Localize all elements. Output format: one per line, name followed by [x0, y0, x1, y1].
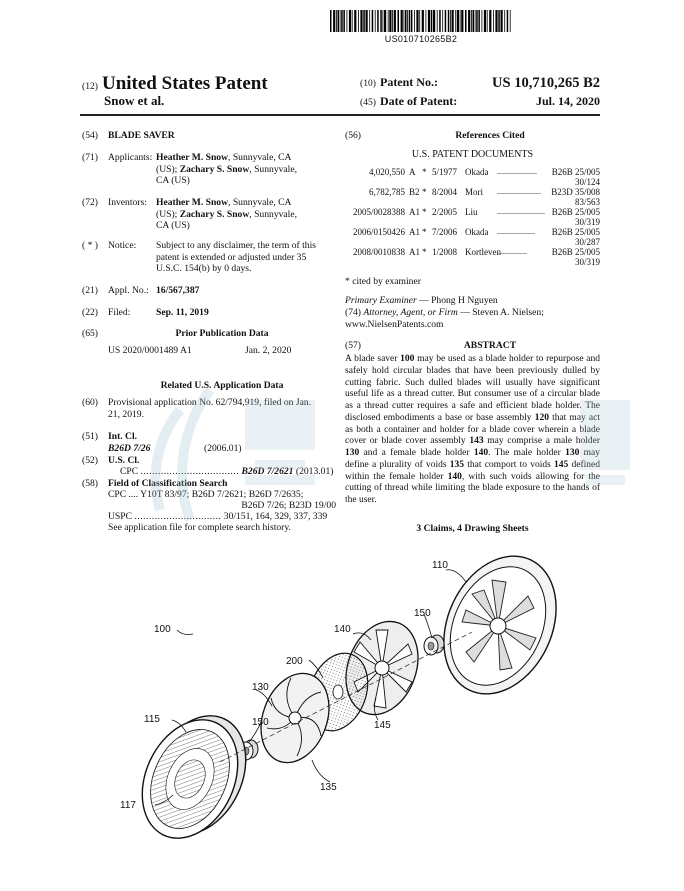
field-58-code: (58) — [82, 478, 98, 489]
barcode-bar — [437, 10, 438, 32]
appl-no-value: 16/567,387 — [156, 285, 200, 296]
barcode-bar — [495, 10, 497, 32]
reference-label-115: 115 — [144, 714, 160, 725]
barcode-bar — [504, 10, 505, 32]
reference-star: * — [422, 247, 427, 257]
applicants-value: Heather M. Snow, Sunnyvale, CA (US); Zachary S. Snow, Sunnyvale, CA (US) — [156, 152, 297, 187]
reference-name: Mori — [465, 187, 483, 197]
barcode-bar — [439, 10, 441, 32]
reference-star: * — [422, 207, 427, 217]
reference-label-140: 140 — [334, 624, 351, 635]
barcode-bar — [452, 10, 454, 32]
barcode-bar — [407, 10, 408, 32]
barcode-bar — [409, 10, 411, 32]
abstract-reference-numeral: 140 — [473, 448, 489, 459]
references-heading: References Cited — [455, 130, 525, 141]
barcode-bar — [433, 10, 435, 32]
reference-label-150: 150 — [252, 717, 269, 728]
barcode-bar — [392, 10, 393, 32]
search-history-note: See application file for complete search history. — [108, 522, 291, 533]
barcode-bar — [468, 10, 470, 32]
barcode-bar — [487, 10, 488, 32]
reference-cls2: 30/124 — [574, 177, 600, 187]
patent-drawing — [80, 540, 600, 885]
reference-dots: ............... — [497, 247, 527, 256]
barcode-bar — [473, 10, 475, 32]
barcode-bar — [369, 10, 370, 32]
barcode-bar — [377, 10, 379, 32]
filed-label: Filed: — [108, 307, 131, 318]
barcode-bar — [457, 10, 459, 32]
barcode-bar — [405, 10, 407, 32]
attorney: (74) Attorney, Agent, or Firm — Steven A. Nielsen; — [345, 307, 544, 318]
abstract-reference-numeral: 145 — [554, 459, 569, 470]
barcode-bar — [510, 10, 511, 32]
reference-cls1: B26B 25/005 — [551, 207, 600, 217]
barcode-bar — [389, 10, 391, 32]
barcode-bar — [333, 10, 335, 32]
barcode-bar — [414, 10, 415, 32]
reference-label-135: 135 — [320, 782, 337, 793]
reference-cls1: B23D 35/008 — [551, 187, 600, 197]
barcode-bar — [352, 10, 353, 32]
barcode-bar — [501, 10, 503, 32]
int-cl-class: B26D 7/26 — [108, 443, 151, 454]
reference-number: 6,782,785 — [369, 187, 405, 197]
patent-number: US 10,710,265 B2 — [492, 75, 600, 91]
barcode-bar — [383, 10, 384, 32]
abstract-reference-numeral: 135 — [449, 459, 465, 470]
reference-date: 1/2008 — [432, 247, 458, 257]
reference-star: * — [422, 227, 427, 237]
filed-value: Sep. 11, 2019 — [156, 307, 209, 318]
barcode-bar — [338, 10, 340, 32]
prior-publication-heading: Prior Publication Data — [175, 328, 269, 339]
barcode-bar — [358, 10, 359, 32]
reference-cls2: 30/287 — [574, 237, 600, 247]
reference-number: 2008/0010838 — [352, 247, 405, 257]
reference-label-100: 100 — [154, 624, 171, 635]
int-cl-year: (2006.01) — [204, 443, 242, 454]
barcode-bar — [388, 10, 389, 32]
abstract-reference-numeral: 140 — [447, 471, 462, 482]
barcode-bar — [363, 10, 365, 32]
attorney-website: www.NielsenPatents.com — [345, 319, 444, 330]
barcode-bar — [442, 10, 443, 32]
related-data-heading: Related U.S. Application Data — [160, 380, 284, 391]
field-54-code: (54) — [82, 130, 98, 141]
barcode-bar — [330, 10, 332, 32]
barcode-bar — [445, 10, 447, 32]
barcode-bar — [411, 10, 413, 32]
reference-label-110: 110 — [432, 560, 448, 571]
reference-date: 7/2006 — [432, 227, 458, 237]
appl-no-label: Appl. No.: — [108, 285, 149, 296]
field-51-code: (51) — [82, 431, 98, 442]
classification-uspc: USPC .............................. 30/151, 164, 329, 337, 339 — [108, 511, 328, 522]
classification-cpc-1: CPC .... Y10T 83/97; B26D 7/2621; B26D 7/2635; — [108, 489, 304, 500]
date-of-patent-line: (45) Date of Patent: Jul. 14, 2020 — [360, 94, 600, 108]
reference-cls1: B26B 25/005 — [551, 227, 600, 237]
notice-code: ( * ) — [82, 240, 98, 251]
reference-number: 2005/0028388 — [352, 207, 405, 217]
reference-date: 5/1977 — [432, 167, 458, 177]
reference-kind: A1 — [409, 247, 420, 257]
reference-label-150: 150 — [414, 608, 431, 619]
barcode-bar — [448, 10, 450, 32]
reference-star: * — [422, 167, 427, 177]
invention-title: BLADE SAVER — [108, 130, 175, 141]
barcode-bar — [482, 10, 483, 32]
barcode-bar — [422, 10, 424, 32]
barcode-bar — [471, 10, 472, 32]
barcode-bar — [416, 10, 418, 32]
barcode-number: US010710265B2 — [384, 34, 458, 44]
field-57-code: (57) — [345, 340, 361, 351]
notice-label: Notice: — [108, 240, 137, 251]
reference-dots: ................... — [497, 227, 535, 236]
us-cl-label: U.S. Cl. — [108, 455, 140, 466]
reference-dots: ...................... — [497, 187, 541, 196]
barcode-bar — [372, 10, 374, 32]
barcode-bar — [340, 10, 341, 32]
reference-kind: A — [409, 167, 416, 177]
barcode-bar — [461, 10, 463, 32]
abstract-reference-numeral: 100 — [400, 354, 415, 364]
reference-kind: B2 — [409, 187, 420, 197]
barcode-bar — [341, 10, 343, 32]
reference-label-200: 200 — [286, 656, 303, 667]
cited-by-examiner: * cited by examiner — [345, 276, 421, 287]
abstract-text: A blade saver 100 may be used as a blade holder to repurpose and safely hold circular blades that have been previously dulled by cutting fabric. Such dulled blades will usually have significant useful life as a thread cutter. But consumer use of a circular blade as a thread cutter requires a safe and efficient blade holder. The disclosed embodiments a base or base assembly 120 that may act as both a container and holder for a blade cover wherein a blade cover or blade cover assembly 143 may comprise a male holder 130 and a female blade holder 140. The male holder 130 may define a plurality of voids 135 that comport to voids 145 defined within the female holder 140, with such voids allowing for the cutting of thread while limiting the blade exposure to the hands of the user. — [345, 354, 600, 506]
field-56-code: (56) — [345, 130, 361, 141]
reference-date: 8/2004 — [432, 187, 458, 197]
field-71-code: (71) — [82, 152, 98, 163]
reference-cls1: B26B 25/005 — [551, 247, 600, 257]
reference-name: Liu — [465, 207, 478, 217]
barcode-bar — [460, 10, 461, 32]
reference-name: Okada — [465, 167, 489, 177]
reference-kind: A1 — [409, 207, 420, 217]
field-65-code: (65) — [82, 328, 98, 339]
reference-cls2: 30/319 — [574, 217, 600, 227]
provisional-application: Provisional application No. 62/794,919, filed on Jan. 21, 2019. — [108, 397, 312, 420]
reference-label-130: 130 — [252, 682, 269, 693]
barcode-bar — [384, 10, 386, 32]
us-patent-documents-heading: U.S. PATENT DOCUMENTS — [411, 149, 534, 160]
reference-cls2: 83/563 — [574, 197, 600, 207]
patent-title: (12) United States Patent — [82, 73, 268, 94]
prior-publication-date: Jan. 2, 2020 — [245, 345, 292, 356]
reference-name: Kortleven — [465, 247, 501, 257]
classification-cpc-2: B26D 7/26; B23D 19/00 — [241, 500, 336, 511]
inventors-label: Inventors: — [108, 197, 147, 208]
barcode-bar — [366, 10, 368, 32]
reference-label-117: 117 — [120, 800, 136, 811]
barcode-bar — [475, 10, 476, 32]
reference-date: 2/2005 — [432, 207, 458, 217]
reference-number: 2006/0150426 — [352, 227, 405, 237]
barcode-bar — [360, 10, 362, 32]
patent-number-line: (10) Patent No.: US 10,710,265 B2 — [360, 75, 600, 91]
classification-search-label: Field of Classification Search — [108, 478, 228, 489]
inventors-short: Snow et al. — [104, 93, 165, 108]
barcode-bar — [347, 10, 348, 32]
barcode-bar — [336, 10, 337, 32]
prior-publication-number: US 2020/0001489 A1 — [108, 345, 192, 356]
abstract-reference-numeral: 130 — [565, 448, 580, 459]
barcode-bar — [450, 10, 451, 32]
reference-dots: .................... — [497, 167, 537, 176]
reference-name: Okada — [465, 227, 489, 237]
barcode-bar — [354, 10, 356, 32]
date-of-patent: Jul. 14, 2020 — [535, 94, 600, 108]
barcode-bar — [428, 10, 430, 32]
primary-examiner: Primary Examiner — Phong H Nguyen — [345, 295, 498, 306]
barcode-bar — [498, 10, 500, 32]
reference-number: 4,020,550 — [369, 167, 405, 177]
field-72-code: (72) — [82, 197, 98, 208]
spacer-150-top — [424, 635, 444, 655]
barcode-bar — [404, 10, 405, 32]
int-cl-label: Int. Cl. — [108, 431, 138, 442]
barcode-bar — [394, 10, 396, 32]
barcode-bar — [455, 10, 456, 32]
inventors-value: Heather M. Snow, Sunnyvale, CA (US); Zachary S. Snow, Sunnyvale, CA (US) — [156, 197, 297, 232]
cpc-line: CPC .................................. B26D 7/2621 (2013.01) — [120, 466, 334, 477]
barcode-bar — [489, 10, 491, 32]
barcode-bar — [507, 10, 509, 32]
barcode-bar — [431, 10, 433, 32]
barcode — [330, 10, 512, 32]
abstract-reference-numeral: 120 — [534, 412, 549, 423]
barcode-bar — [380, 10, 382, 32]
notice-value: Subject to any disclaimer, the term of this patent is extended or adjusted under 35 U.S.C. 154(b) by 0 days. — [156, 240, 317, 275]
reference-kind: A1 — [409, 227, 420, 237]
barcode-bar — [484, 10, 486, 32]
field-21-code: (21) — [82, 285, 98, 296]
abstract-reference-numeral: 130 — [345, 448, 360, 459]
barcode-bar — [375, 10, 376, 32]
barcode-bar — [398, 10, 400, 32]
barcode-bar — [343, 10, 345, 32]
barcode-bar — [426, 10, 427, 32]
barcode-bar — [478, 10, 480, 32]
reference-cls1: B26B 25/005 — [551, 167, 600, 177]
barcode-bar — [419, 10, 420, 32]
reference-dots: ........................ — [497, 207, 545, 216]
reference-cls2: 30/319 — [574, 257, 600, 267]
barcode-bar — [401, 10, 403, 32]
applicants-label: Applicants: — [108, 152, 153, 163]
field-60-code: (60) — [82, 397, 98, 408]
abstract-reference-numeral: 143 — [469, 436, 484, 447]
reference-row — [345, 247, 600, 271]
reference-star: * — [422, 187, 427, 197]
abstract-heading: ABSTRACT — [463, 340, 517, 351]
claims-count: 3 Claims, 4 Drawing Sheets — [416, 523, 529, 534]
barcode-bar — [465, 10, 467, 32]
header-rule — [80, 114, 600, 116]
field-52-code: (52) — [82, 455, 98, 466]
field-22-code: (22) — [82, 307, 98, 318]
barcode-bar — [493, 10, 494, 32]
barcode-bar — [476, 10, 478, 32]
reference-label-145: 145 — [374, 720, 391, 731]
barcode-bar — [349, 10, 351, 32]
